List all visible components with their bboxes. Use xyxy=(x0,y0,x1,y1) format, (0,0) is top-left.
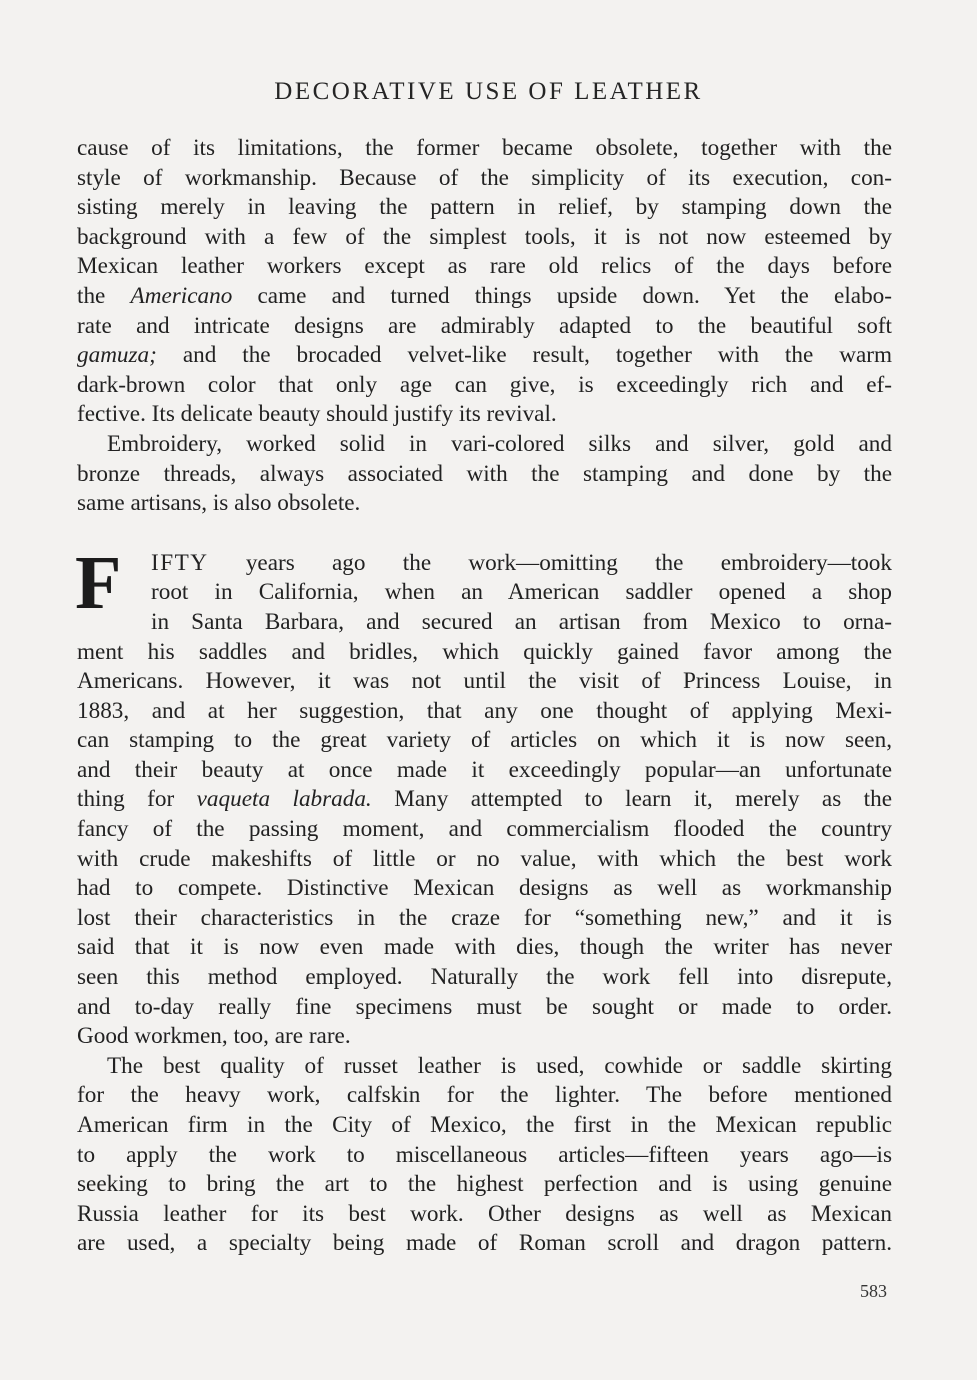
paragraph xyxy=(77,430,892,519)
body-text xyxy=(77,134,892,1259)
small-caps-word: IFTY xyxy=(151,549,209,576)
text-line: with crude makeshifts of little or no value, with which the best work xyxy=(77,845,892,872)
text-fragment: and the brocaded velvet-like result, together with the warm xyxy=(182,342,892,369)
text-line: dark-brown color that only age can give, is exceedingly rich and ef- xyxy=(77,371,892,398)
paragraph xyxy=(77,1052,892,1259)
text-line: fancy of the passing moment, and commercialism flooded the country xyxy=(77,816,892,843)
text-line xyxy=(77,341,892,371)
text-line: seen this method employed. Naturally the work fell into disrepute, xyxy=(77,964,892,991)
section-break xyxy=(77,519,892,549)
running-head: DECORATIVE USE OF LEATHER xyxy=(274,78,703,105)
text-line: root in California, when an American saddler opened a shop xyxy=(151,579,892,606)
text-line: ment his saddles and bridles, which quickly gained favor among the xyxy=(77,638,892,665)
text-line xyxy=(77,282,892,312)
text-line: sisting merely in leaving the pattern in relief, by stamping down the xyxy=(77,194,892,221)
italic-term: gamuza; xyxy=(77,342,157,369)
italic-term: Americano xyxy=(130,282,233,309)
text-line: same artisans, is also obsolete. xyxy=(77,490,361,517)
text-line: rate and intricate designs are admirably adapted to the beautiful soft xyxy=(77,312,892,339)
text-line: American firm in the City of Mexico, the first in the Mexican republic xyxy=(77,1112,892,1138)
text-line: said that it is now even made with dies, though the writer has never xyxy=(77,934,892,961)
text-line: lost their characteristics in the craze for “something new,” and it is xyxy=(77,904,892,931)
text-line: had to compete. Distinctive Mexican designs as well as workmanship xyxy=(77,875,892,902)
text-line: for the heavy work, calfskin for the lighter. The before mentioned xyxy=(77,1082,892,1109)
text-line: can stamping to the great variety of articles on which it is now seen, xyxy=(77,727,892,754)
text-line xyxy=(77,549,892,579)
page-number: 583 xyxy=(860,1281,887,1301)
text-line: and to-day really fine specimens must be sought or made to order. xyxy=(77,993,892,1020)
text-line: Embroidery, worked solid in vari-colored silks and silver, gold and xyxy=(107,430,892,457)
text-line: Americans. However, it was not until the visit of Princess Louise, in xyxy=(77,668,892,695)
text-fragment: the xyxy=(77,282,106,309)
text-line: Good workmen, too, are rare. xyxy=(77,1023,351,1050)
text-line: style of workmanship. Because of the simplicity of its execution, con- xyxy=(77,164,892,191)
text-line: Russia leather for its best work. Other designs as well as Mexican xyxy=(77,1200,892,1227)
text-line: Mexican leather workers except as rare old relics of the days before xyxy=(77,253,892,280)
text-fragment: Many attempted to learn it, merely as the xyxy=(394,786,892,813)
text-line: fective. Its delicate beauty should justify its revival. xyxy=(77,401,557,428)
text-line: 1883, and at her suggestion, that any one thought of applying Mexi- xyxy=(77,697,892,724)
text-line: and their beauty at once made it exceedingly popular—an unfortunate xyxy=(77,756,892,783)
text-line: cause of its limitations, the former became obsolete, together with the xyxy=(77,135,892,161)
text-fragment: came and turned things upside down. Yet the elabo- xyxy=(257,282,892,309)
text-line xyxy=(77,785,892,815)
text-line: to apply the work to miscellaneous articles—fifteen years ago—is xyxy=(77,1141,892,1168)
text-line: are used, a specialty being made of Roman scroll and dragon pattern. xyxy=(77,1230,892,1257)
text-line: The best quality of russet leather is used, cowhide or saddle skirting xyxy=(107,1052,892,1079)
text-line: bronze threads, always associated with the stamping and done by the xyxy=(77,460,892,487)
text-line: background with a few of the simplest tools, it is not now esteemed by xyxy=(77,223,892,250)
drop-cap: F xyxy=(75,540,122,625)
text-line: seeking to bring the art to the highest perfection and is using genuine xyxy=(77,1171,892,1198)
text-fragment: thing for xyxy=(77,786,175,813)
paragraph xyxy=(75,540,892,1052)
paragraph xyxy=(77,134,892,430)
text-line: in Santa Barbara, and secured an artisan from Mexico to orna- xyxy=(151,608,892,635)
text-fragment: years ago the work—omitting the embroidery—took xyxy=(245,549,892,576)
italic-term: vaqueta labrada. xyxy=(196,786,372,813)
